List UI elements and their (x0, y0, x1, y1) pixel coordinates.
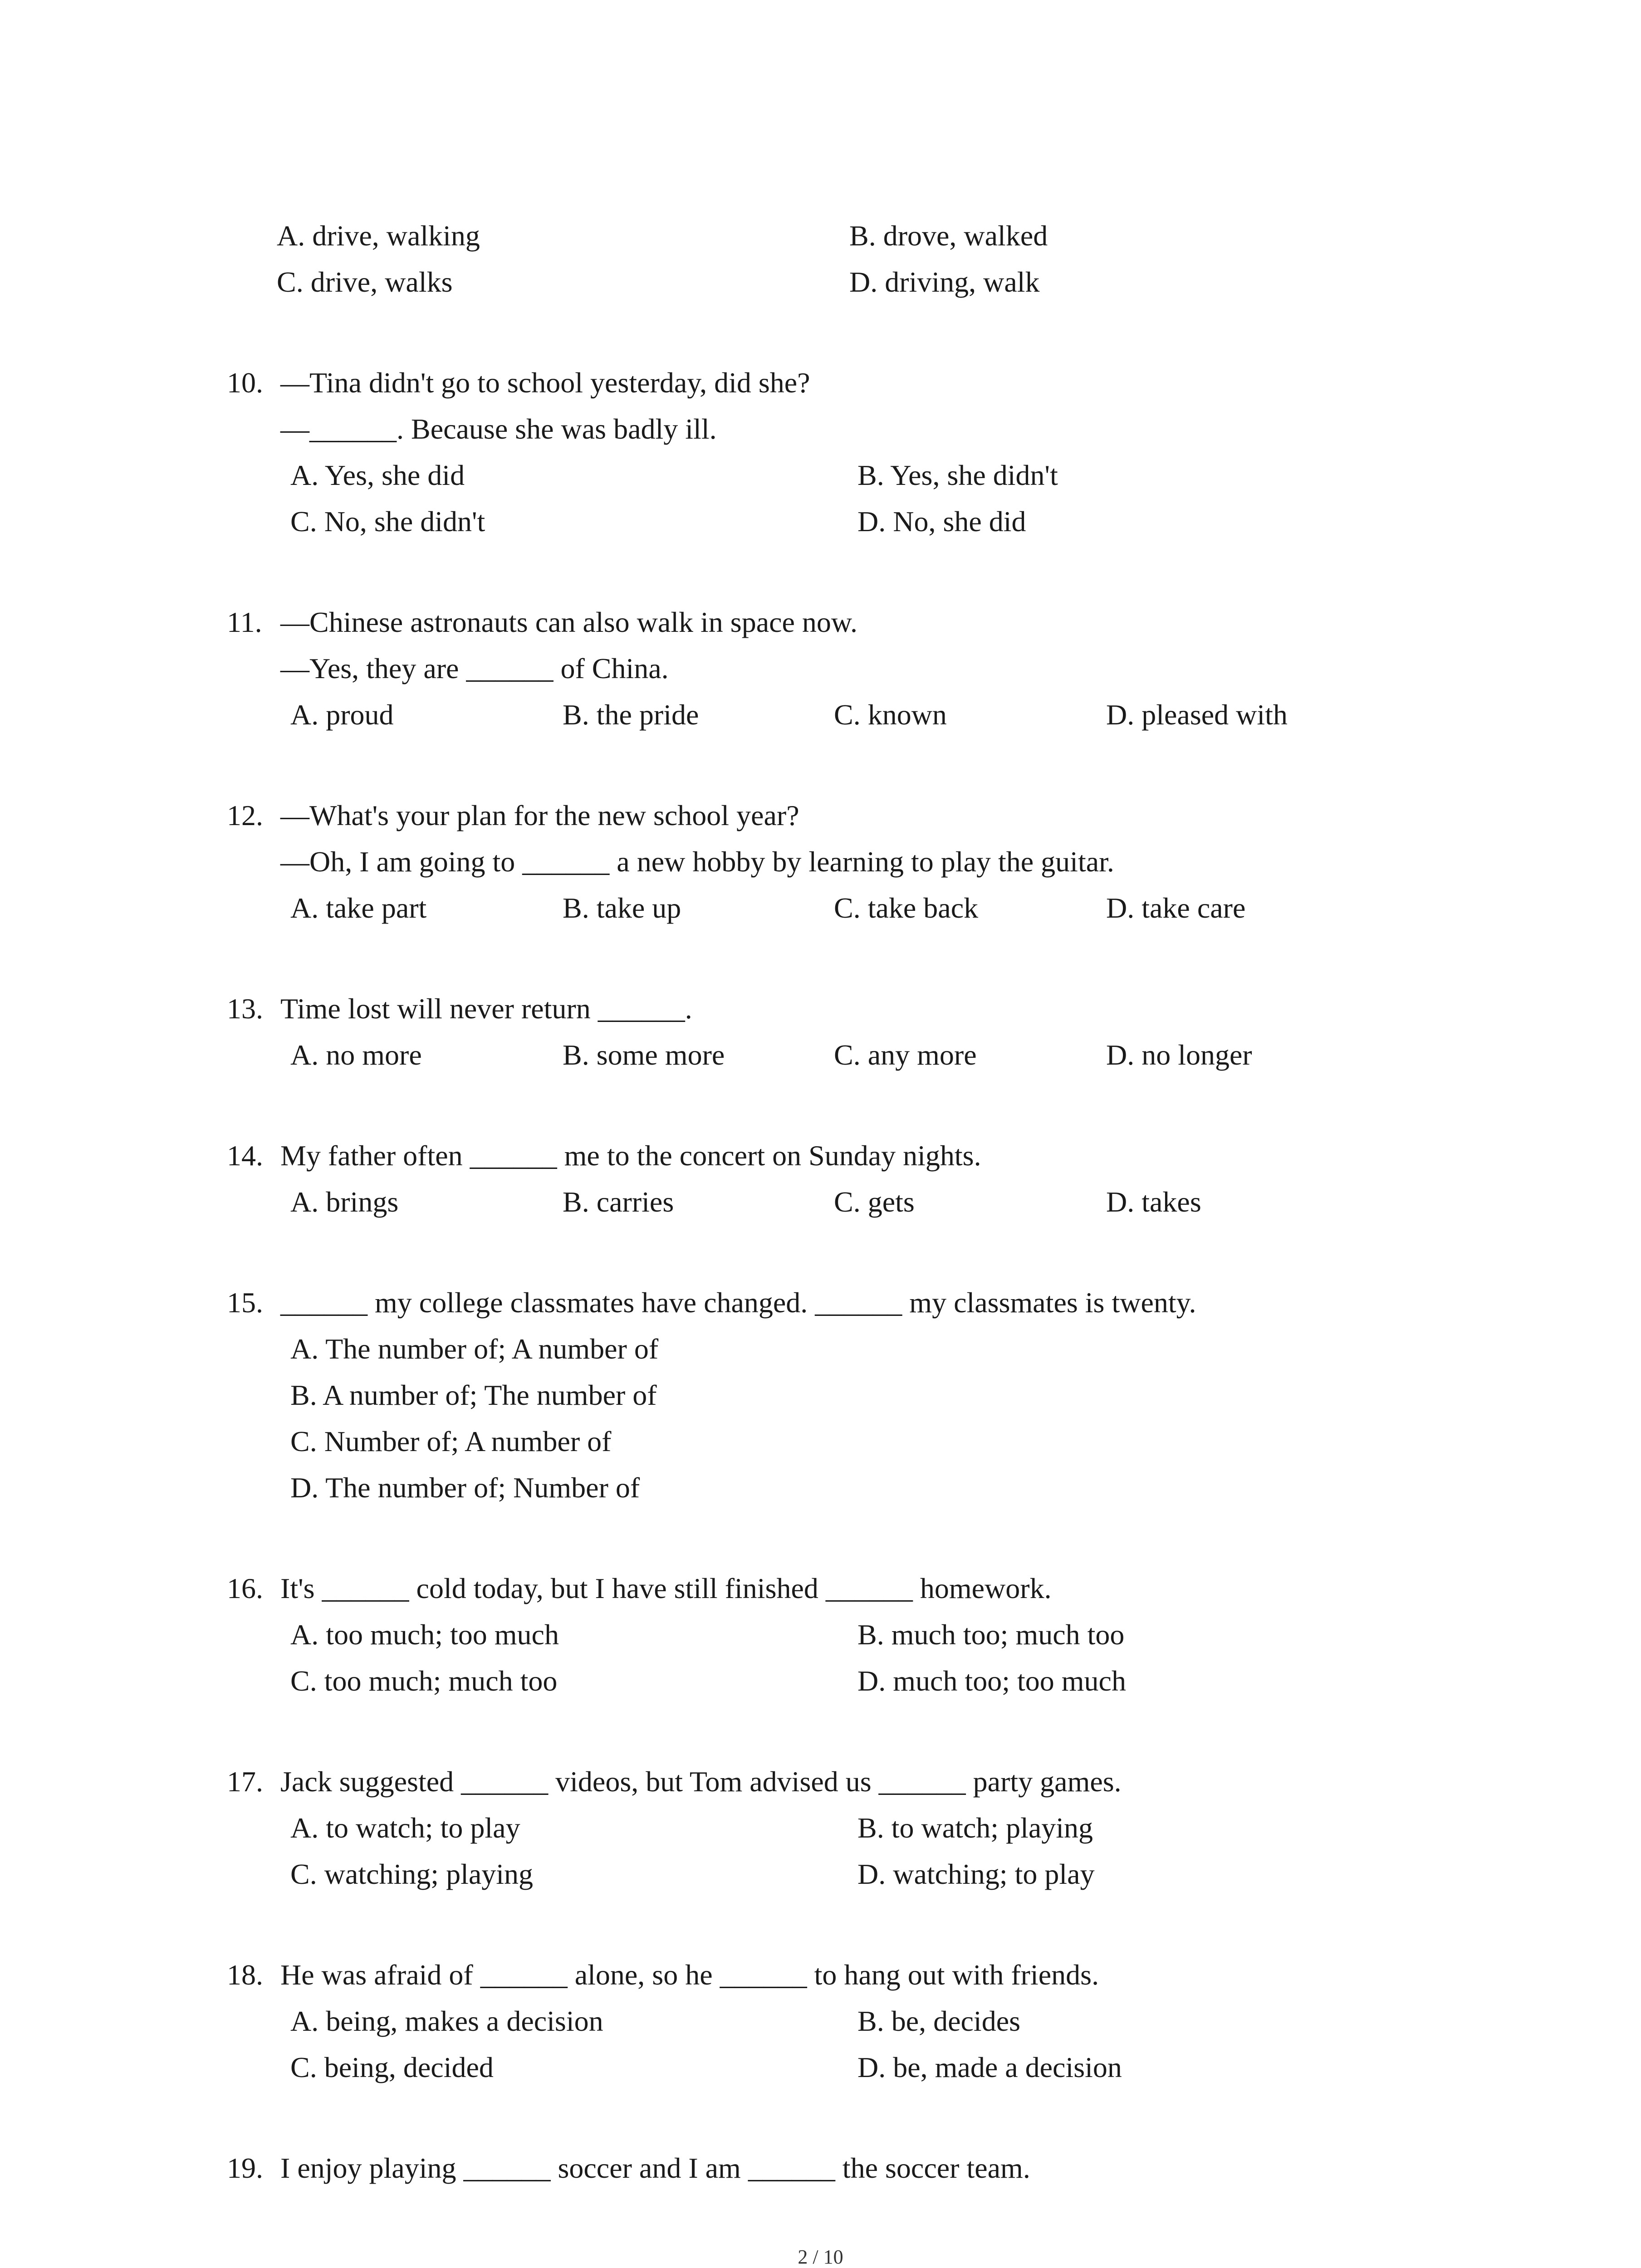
q11-line-1: —Chinese astronauts can also walk in space now. (280, 606, 857, 638)
q18-option-d: D. be, made a decision (857, 2051, 1122, 2083)
q12-line-2: —Oh, I am going to ______ a new hobby by learning to play the guitar. (280, 846, 1114, 878)
q18-option-a: A. being, makes a decision (290, 2005, 603, 2037)
q16-option-c: C. too much; much too (290, 1665, 558, 1697)
q15-option-d: D. The number of; Number of (290, 1471, 640, 1504)
q13-line-1: Time lost will never return ______. (280, 992, 692, 1025)
q12-option-c: C. take back (834, 892, 979, 924)
q10-option-c: C. No, she didn't (290, 505, 485, 538)
q18-option-b: B. be, decides (857, 2005, 1020, 2037)
q15-option-b: B. A number of; The number of (290, 1379, 657, 1411)
q10-option-a: A. Yes, she did (290, 459, 465, 491)
q17-option-d: D. watching; to play (857, 1858, 1095, 1890)
q10-option-b: B. Yes, she didn't (857, 459, 1058, 491)
q16-line-1: It's ______ cold today, but I have still finished ______ homework. (280, 1572, 1052, 1604)
q17-option-b: B. to watch; playing (857, 1812, 1093, 1844)
q18-number: 18. (227, 1959, 263, 1991)
q13-option-c: C. any more (834, 1039, 977, 1071)
q12-number: 12. (227, 799, 263, 831)
q11-option-a: A. proud (290, 699, 394, 731)
q15-option-a: A. The number of; A number of (290, 1333, 659, 1365)
q10-line-2: —______. Because she was badly ill. (280, 413, 717, 445)
q16-number: 16. (227, 1572, 263, 1604)
q15-line-1: ______ my college classmates have changed. ______ my classmates is twenty. (280, 1286, 1196, 1319)
q9-option-a: A. drive, walking (277, 220, 480, 252)
q11-number: 11. (227, 606, 262, 638)
q13-option-b: B. some more (563, 1039, 725, 1071)
q9-option-c: C. drive, walks (277, 266, 453, 298)
q14-option-d: D. takes (1106, 1186, 1201, 1218)
q13-number: 13. (227, 992, 263, 1025)
q13-option-a: A. no more (290, 1039, 422, 1071)
page-number: 2 / 10 (798, 2246, 843, 2268)
q14-line-1: My father often ______ me to the concert on Sunday nights. (280, 1139, 981, 1172)
q14-option-b: B. carries (563, 1186, 674, 1218)
q9-option-b: B. drove, walked (849, 220, 1048, 252)
q18-line-1: He was afraid of ______ alone, so he ______ to hang out with friends. (280, 1959, 1099, 1991)
q10-option-d: D. No, she did (857, 505, 1026, 538)
q11-line-2: —Yes, they are ______ of China. (280, 652, 669, 684)
q18-option-c: C. being, decided (290, 2051, 494, 2083)
q19-line-1: I enjoy playing ______ soccer and I am ______ the soccer team. (280, 2152, 1030, 2184)
q12-option-b: B. take up (563, 892, 681, 924)
q9-option-d: D. driving, walk (849, 266, 1040, 298)
q13-option-d: D. no longer (1106, 1039, 1252, 1071)
q19-number: 19. (227, 2152, 263, 2184)
q15-number: 15. (227, 1286, 263, 1319)
q14-number: 14. (227, 1139, 263, 1172)
q12-line-1: —What's your plan for the new school year? (280, 799, 799, 831)
q17-line-1: Jack suggested ______ videos, but Tom advised us ______ party games. (280, 1765, 1122, 1798)
q14-option-a: A. brings (290, 1186, 399, 1218)
q11-option-c: C. known (834, 699, 947, 731)
q17-number: 17. (227, 1765, 263, 1798)
q10-line-1: —Tina didn't go to school yesterday, did she? (280, 367, 810, 399)
q14-option-c: C. gets (834, 1186, 915, 1218)
q12-option-d: D. take care (1106, 892, 1246, 924)
q12-option-a: A. take part (290, 892, 427, 924)
q17-option-c: C. watching; playing (290, 1858, 534, 1890)
q15-option-c: C. Number of; A number of (290, 1425, 612, 1457)
q11-option-b: B. the pride (563, 699, 699, 731)
q10-number: 10. (227, 367, 263, 399)
q11-option-d: D. pleased with (1106, 699, 1288, 731)
q16-option-a: A. too much; too much (290, 1618, 559, 1651)
q16-option-d: D. much too; too much (857, 1665, 1126, 1697)
q17-option-a: A. to watch; to play (290, 1812, 520, 1844)
q16-option-b: B. much too; much too (857, 1618, 1125, 1651)
